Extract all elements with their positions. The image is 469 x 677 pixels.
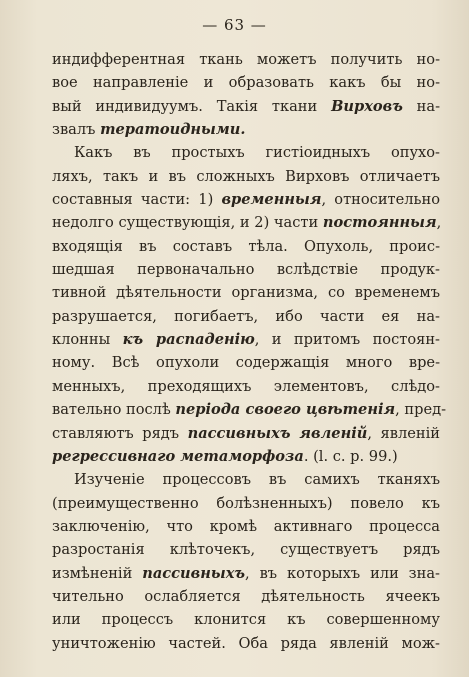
text-run: входящія въ составъ тѣла. Опухоль, проис- xyxy=(52,237,440,255)
text-run: на- xyxy=(402,97,440,115)
text-run: вое направленіе и образовать какъ бы но- xyxy=(52,74,440,92)
text-line xyxy=(52,235,440,258)
text-run: Изученіе процессовъ въ самихъ тканяхъ xyxy=(74,471,440,489)
text-run: , xyxy=(436,214,442,232)
text-run: , въ которыхъ или зна- xyxy=(245,564,440,582)
text-run: уничтоженію частей. Оба ряда явленій мож- xyxy=(52,634,440,652)
text-line xyxy=(52,165,440,188)
text-run: , относительно xyxy=(321,191,440,209)
emphasized-text: Вирховъ xyxy=(331,97,403,115)
text-line xyxy=(52,468,440,491)
text-line xyxy=(52,48,440,71)
text-line xyxy=(52,632,440,655)
text-line xyxy=(52,445,440,468)
text-line xyxy=(52,492,440,515)
text-line xyxy=(52,281,440,304)
text-run: , и притомъ постоян- xyxy=(254,331,440,349)
text-line xyxy=(52,585,440,608)
emphasized-text: постоянныя xyxy=(322,214,437,232)
text-run: или процессъ клонится къ совершенному xyxy=(52,611,440,629)
emphasized-text: временныя xyxy=(221,191,322,209)
text-line xyxy=(52,305,440,328)
text-line xyxy=(52,538,440,561)
text-line xyxy=(52,141,440,164)
text-run: шедшая первоначально вслѣдствіе продук- xyxy=(52,261,440,279)
text-line xyxy=(52,351,440,374)
text-run: звалъ xyxy=(52,121,101,139)
text-run: ляхъ, такъ и въ сложныхъ Вирховъ отличаетъ xyxy=(52,167,440,185)
text-run: индифферентная ткань можетъ получить но- xyxy=(52,51,440,68)
text-line xyxy=(52,95,440,118)
text-line xyxy=(52,118,440,141)
text-run: измѣненій xyxy=(52,564,143,582)
body-text xyxy=(52,48,447,655)
page-number: — 63 — xyxy=(202,16,267,34)
text-run: ному. Всѣ опухоли содержащія много вре- xyxy=(52,354,440,372)
text-run: заключенію, что кромѣ активнаго процесса xyxy=(52,517,440,535)
text-line xyxy=(52,515,440,538)
text-line xyxy=(52,71,440,94)
text-run: чительно ослабляется дѣятельность ячеекъ xyxy=(52,587,440,605)
text-run: составныя части: 1) xyxy=(52,191,222,209)
text-run: ставляютъ рядъ xyxy=(52,424,188,442)
text-run: клонны xyxy=(52,331,123,349)
text-line xyxy=(52,328,440,351)
text-run: Какъ въ простыхъ гистіоидныхъ опухо- xyxy=(74,144,440,162)
emphasized-text: къ распаденію xyxy=(122,331,255,349)
emphasized-text: регрессивнаго метаморфоза xyxy=(52,447,304,465)
text-line xyxy=(52,422,440,445)
text-run: разростанія клѣточекъ, существуетъ рядъ xyxy=(52,541,440,559)
text-run: тивной дѣятельности организма, со временемъ xyxy=(52,284,440,302)
emphasized-text: пассивныхъ явленій xyxy=(187,424,368,442)
text-line xyxy=(52,188,440,211)
text-run: . (l. c. p. 99.) xyxy=(303,447,398,465)
emphasized-text: періода своего цвѣтенія xyxy=(175,401,396,419)
text-run: разрушается, погибаетъ, ибо части ея на- xyxy=(52,307,440,325)
text-line xyxy=(52,375,440,398)
text-run: , пред- xyxy=(395,401,447,419)
text-line xyxy=(52,258,440,281)
emphasized-text: пассивныхъ xyxy=(142,564,246,582)
text-run: недолго существующія, и 2) части xyxy=(52,214,323,232)
text-run: вательно послѣ xyxy=(52,401,176,419)
text-line xyxy=(52,398,447,421)
text-line xyxy=(52,211,440,234)
text-line xyxy=(52,562,440,585)
text-run: (преимущественно болѣзненныхъ) повело къ xyxy=(52,494,440,512)
emphasized-text: тератоидными. xyxy=(100,121,246,139)
text-run: вый индивидуумъ. Такія ткани xyxy=(52,97,332,115)
text-line xyxy=(52,608,440,631)
text-run: , явленій xyxy=(367,424,440,442)
text-run: менныхъ, преходящихъ элементовъ, слѣдо- xyxy=(52,377,440,395)
